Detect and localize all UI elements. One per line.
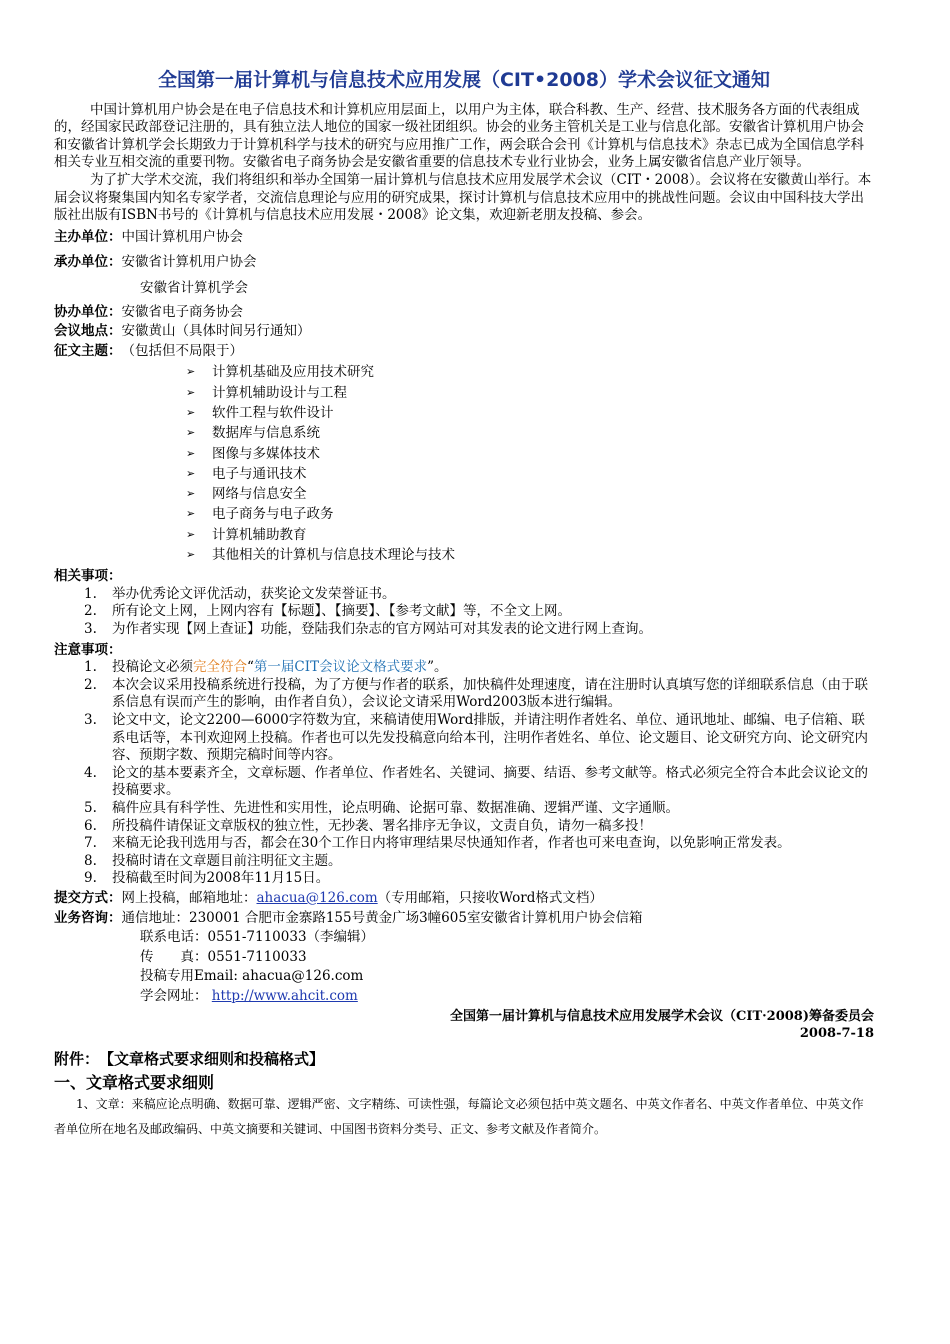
list-item: ➢ 计算机辅助教育 [186,525,874,545]
list-item: 5. 稿件应具有科学性、先进性和实用性，论点明确、论据可靠、数据准确、逻辑严谨、文字通顺。 [84,800,679,816]
organizer-value-2: 安徽省计算机学会 [140,279,248,296]
contact-row [54,910,874,928]
contact-address: 通信地址：230001 合肥市金寨路155号黄金广场3幢605室安徽省计算机用户协会信箱 [121,909,643,926]
venue-row [54,323,874,341]
list-item: 7. 来稿无论我刊选用与否，都会在30个工作日内将审理结果尽快通知作者，作者也可来电查询，以免影响正常发表。 [84,835,791,852]
list-item: ➢ 电子与通讯技术 [186,464,874,484]
list-item: 9. 投稿截至时间为2008年11月15日。 [84,870,330,887]
signature-date: 2008-7-18 [799,1026,874,1042]
section-paragraph: 1、文章：来稿应论点明确、数据可靠、逻辑严密、文字精练、可读性强，每篇论文必须包括中英文题名、中英文作者名、中英文作者单位、中英文作者单位所在地名及邮政编码、中英文摘要和关键词、中国图书资料分类号、正文、参考文献及作者简介。 [54,1096,864,1136]
arrow-bullet-icon: ➢ [186,547,196,561]
organizer-label: 承办单位： [54,254,122,271]
host-label: 主办单位： [54,228,122,245]
list-item: ➢ 计算机辅助设计与工程 [186,383,874,403]
arrow-bullet-icon: ➢ [186,385,196,399]
arrow-bullet-icon: ➢ [186,527,196,541]
host-value: 中国计算机用户协会 [121,228,243,245]
contact-email: 投稿专用Email: ahacua@126.com [140,968,364,985]
co-organizer-value: 安徽省电子商务协会 [121,303,243,320]
list-item: ➢ 数据库与信息系统 [186,423,874,443]
appendix-heading: 附件： 【文章格式要求细则和投稿格式】 [54,1049,325,1068]
co-organizer-row [54,304,874,322]
notes-heading: 注意事项： [54,641,122,658]
venue-value: 安徽黄山（具体时间另行通知） [121,323,311,340]
contact-phone: 联系电话：0551-7110033（李编辑） [140,929,375,946]
section-heading: 一、文章格式要求细则 [54,1073,215,1093]
signature: 全国第一届计算机与信息技术应用发展学术会议（CIT·2008)筹备委员会 [450,1008,874,1024]
arrow-bullet-icon: ➢ [186,405,196,419]
list-item: 2. 所有论文上网，上网内容有【标题】、【摘要】、【参考文献】等，不全文上网。 [84,603,571,620]
arrow-bullet-icon: ➢ [186,466,196,480]
list-item: ➢ 图像与多媒体技术 [186,444,874,464]
list-item: 1. 举办优秀论文评优活动，获奖论文发荣誉证书。 [84,585,396,602]
host-row [54,229,874,247]
topic-list [186,362,874,565]
notes-list [84,659,874,888]
list-item: ➢ 网络与信息安全 [186,484,874,504]
arrow-bullet-icon: ➢ [186,426,196,440]
page-title: 全国第一届计算机与信息技术应用发展（CIT•2008）学术会议征文通知 [157,69,770,91]
contact-site-row: 学会网址： http://www.ahcit.com [140,987,358,1004]
list-item: 4. 论文的基本要素齐全，文章标题、作者单位、作者姓名、关键词、摘要、结语、参考文献等。格式必须完全符合本此会议论文的投稿要求。 [84,764,868,799]
list-item: ➢ 其他相关的计算机与信息技术理论与技术 [186,545,874,565]
submit-row: 提交方式： 网上投稿，邮箱地址：ahacua@126.com（专用邮箱，只接收Word格式文档） [54,889,603,906]
related-list [84,586,874,639]
venue-label: 会议地点： [54,323,122,340]
organizer-row [54,254,874,272]
related-heading: 相关事项： [54,568,122,585]
organizer-value-1: 安徽省计算机用户协会 [121,254,257,271]
list-item: 3. 论文中文，论文2200—6000字符数为宜，来稿请使用Word排版，并请注明作者姓名、单位、通讯地址、邮编、电子信箱、联系电话等，本刊欢迎网上投稿。作者也可以先发投稿意向给本刊，注明作者姓名、单位、论文题目、论文研究方向、论文研究内容、预期字数、预期完稿时间等内容。 [84,712,868,764]
list-item: ➢ 电子商务与电子政务 [186,504,874,524]
arrow-bullet-icon: ➢ [186,446,196,460]
list-item: ➢ 软件工程与软件设计 [186,403,874,423]
topic-row [54,343,874,361]
list-item: 2. 本次会议采用投稿系统进行投稿，为了方便与作者的联系，加快稿件处理速度，请在注册时认真填写您的详细联系信息（由于联系信息有误而产生的影响，由作者自负），会议论文请采用Word2003版本进行编辑。 [84,676,868,711]
list-item: 1. 投稿论文必须完全符合“第一届CIT会议论文格式要求”。 [84,659,448,676]
site-link[interactable]: http://www.ahcit.com [211,987,358,1004]
intro-paragraph-1: 中国计算机用户协会是在电子信息技术和计算机应用层面上，以用户为主体，联合科教、生产、经营、技术服务各方面的代表组成的，经国家民政部登记注册的，具有独立法人地位的国家一级社团组织。协会的业务主管机关是工业与信息化部。安徽省计算机用户协会和安徽省计算机学会长期致力于计算机科学与技术的研究与应用推广工作，两会联合会刊《计算机与信息技术》杂志已成为全国信息学科相关专业互相交流的重要刊物。安徽省电子商务协会是安徽省重要的信息技术专业行业协会，业务上属安徽省信息产业厅领导。 [54,101,864,171]
arrow-bullet-icon: ➢ [186,487,196,501]
submit-email-link[interactable]: ahacua@126.com [256,889,378,906]
list-item: 8. 投稿时请在文章题目前注明征文主题。 [84,852,342,869]
topic-note: （包括但不局限于） [121,342,243,359]
document-page [54,69,874,1142]
list-item: 3. 为作者实现【网上查证】功能，登陆我们杂志的官方网站可对其发表的论文进行网上查询。 [84,621,652,638]
intro-paragraph-2: 为了扩大学术交流，我们将组织和举办全国第一届计算机与信息技术应用发展学术会议（CIT・2008）。会议将在安徽黄山举行。本届会议将聚集国内知名专家学者，交流信息理论与应用的研究成果，探讨计算机与信息技术应用中的挑战性问题。会议由中国科技大学出版社出版有ISBN书号的《计算机与信息技术应用发展・2008》论文集，欢迎新老朋友投稿、参会。 [54,171,872,224]
contact-fax: 传 真：0551-7110033 [140,948,307,965]
list-item: ➢ 计算机基础及应用技术研究 [186,362,874,382]
list-item: 6. 所投稿件请保证文章版权的独立性，无抄袭、署名排序无争议，文责自负，请勿一稿多投！ [84,817,652,834]
co-organizer-label: 协办单位： [54,303,122,320]
contact-label: 业务咨询： [54,909,122,926]
arrow-bullet-icon: ➢ [186,365,196,379]
arrow-bullet-icon: ➢ [186,507,196,521]
format-requirement-link[interactable]: 第一届CIT会议论文格式要求 [253,659,428,676]
topic-label: 征文主题： [54,342,122,359]
submit-label: 提交方式： [54,889,122,906]
